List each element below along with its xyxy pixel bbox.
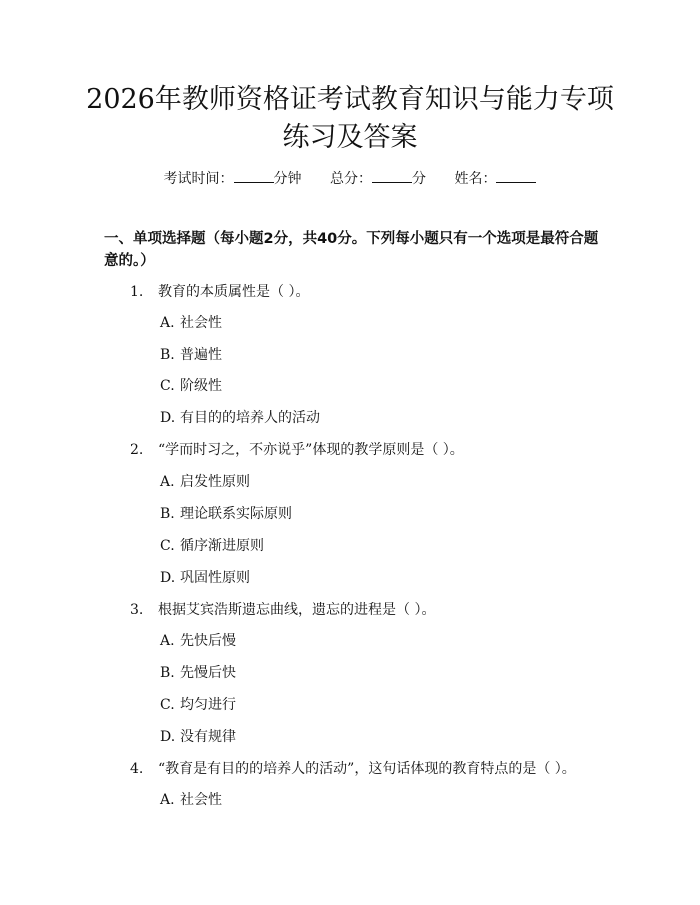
question-text: “教育是有目的的培养人的活动”，这句话体现的教育特点的是（ ）。	[158, 761, 576, 777]
question-1-option-d	[160, 408, 320, 428]
option-text: 巩固性原则	[180, 570, 250, 586]
question-2-option-d	[160, 568, 250, 588]
option-text: 普遍性	[180, 347, 222, 363]
option-text: 有目的的培养人的活动	[180, 410, 320, 426]
question-3-option-a	[160, 631, 236, 651]
total-score-label: 总分：	[330, 171, 372, 187]
question-2-option-b	[160, 504, 292, 524]
exam-time-unit: 分钟	[273, 171, 302, 187]
option-letter: C.	[160, 697, 175, 713]
student-name-label: 姓名：	[454, 171, 497, 187]
exam-time-blank	[234, 168, 274, 183]
question-1-option-c	[160, 376, 222, 396]
question-number: 2.	[130, 442, 144, 458]
question-1-option-b	[160, 345, 222, 365]
question-text: 教育的本质属性是（ ）。	[158, 284, 310, 300]
option-text: 没有规律	[180, 729, 236, 745]
option-letter: B.	[160, 347, 175, 363]
section-heading: 一、单项选择题（每小题2分，共40分。下列每小题只有一个选项是最符合题意的。）	[104, 231, 599, 269]
option-text: 启发性原则	[180, 474, 250, 490]
question-1-option-a	[160, 313, 222, 333]
option-text: 阶级性	[180, 378, 222, 394]
question-text: “学而时习之，不亦说乎”体现的教学原则是（ ）。	[158, 442, 464, 458]
option-letter: B.	[160, 665, 175, 681]
document-title-line-1: 2026年教师资格证考试教育知识与能力专项	[86, 84, 614, 115]
option-letter: D.	[160, 729, 176, 745]
option-text: 社会性	[180, 792, 222, 808]
question-2-option-c	[160, 536, 264, 556]
option-text: 循序渐进原则	[180, 538, 264, 554]
option-letter: C.	[160, 538, 175, 554]
question-text: 根据艾宾浩斯遗忘曲线，遗忘的进程是（ ）。	[158, 602, 436, 618]
exam-time-field	[164, 168, 302, 189]
option-text: 先快后慢	[180, 633, 236, 649]
question-2	[130, 440, 464, 460]
option-text: 先慢后快	[180, 665, 236, 681]
option-letter: A.	[160, 474, 175, 490]
total-score-blank	[372, 168, 412, 183]
total-score-field	[330, 168, 426, 189]
question-number: 4.	[130, 761, 144, 777]
exam-time-label: 考试时间：	[163, 171, 234, 187]
option-text: 理论联系实际原则	[180, 506, 292, 522]
question-4	[130, 759, 576, 779]
question-2-option-a	[160, 472, 250, 492]
question-4-option-a	[160, 790, 222, 810]
question-3	[130, 600, 435, 620]
question-number: 3.	[130, 602, 144, 618]
option-text: 社会性	[180, 315, 222, 331]
option-letter: A.	[160, 792, 175, 808]
option-text: 均匀进行	[180, 697, 236, 713]
total-score-unit: 分	[412, 171, 426, 187]
question-number: 1.	[130, 284, 144, 300]
question-3-option-b	[160, 663, 236, 683]
option-letter: A.	[160, 633, 175, 649]
option-letter: B.	[160, 506, 175, 522]
exam-info-bar	[0, 168, 700, 189]
option-letter: C.	[160, 378, 175, 394]
option-letter: D.	[160, 570, 176, 586]
question-1	[130, 282, 309, 302]
student-name-field	[454, 168, 536, 189]
student-name-blank	[496, 168, 536, 183]
option-letter: A.	[160, 315, 175, 331]
question-3-option-d	[160, 727, 236, 747]
option-letter: D.	[160, 410, 176, 426]
question-3-option-c	[160, 695, 236, 715]
document-title-line-2: 练习及答案	[282, 122, 418, 153]
